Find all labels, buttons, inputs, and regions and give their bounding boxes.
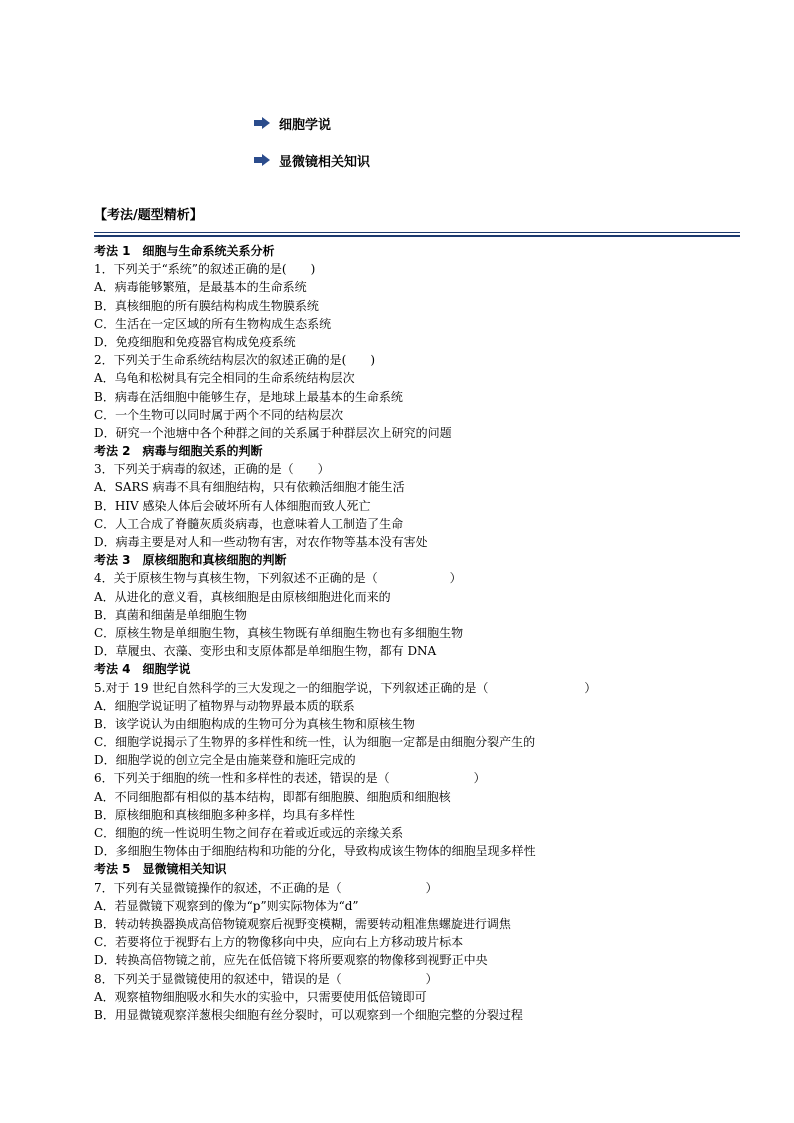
question-line: A．SARS 病毒不具有细胞结构，只有依赖活细胞才能生活 bbox=[94, 480, 405, 495]
question-line: 6．下列关于细胞的统一性和多样性的表述，错误的是（ ） bbox=[94, 771, 486, 786]
section-title: 【考法/题型精析】 bbox=[94, 208, 203, 223]
question-line: C．若要将位于视野右上方的物像移向中央，应向右上方移动玻片标本 bbox=[94, 935, 464, 950]
question-line: A．细胞学说证明了植物界与动物界最本质的联系 bbox=[94, 698, 355, 713]
question-line: C．细胞的统一性说明生物之间存在着或近或远的亲缘关系 bbox=[94, 826, 404, 840]
method-heading: 考法 5 显微镜相关知识 bbox=[94, 862, 227, 877]
question-line: A．不同细胞都有相似的基本结构，即都有细胞膜、细胞质和细胞核 bbox=[94, 789, 451, 804]
question-line: C．原核生物是单细胞生物，真核生物既有单细胞生物也有多细胞生物 bbox=[94, 625, 464, 640]
question-line: 2．下列关于生命系统结构层次的叙述正确的是( ) bbox=[94, 353, 376, 368]
question-line: B．转动转换器换成高倍物镜观察后视野变模糊，需要转动粗准焦螺旋进行调焦 bbox=[94, 916, 511, 931]
question-line: D．病毒主要是对人和一些动物有害，对农作物等基本没有害处 bbox=[94, 535, 428, 549]
divider bbox=[94, 232, 740, 233]
question-line: B．病毒在活细胞中能够生存，是地球上最基本的生命系统 bbox=[94, 389, 403, 404]
topic-item bbox=[254, 149, 370, 171]
method-heading: 考法 1 细胞与生命系统关系分析 bbox=[94, 244, 275, 258]
question-line: D．研究一个池塘中各个种群之间的关系属于种群层次上研究的问题 bbox=[94, 425, 452, 440]
question-line: D．多细胞生物体由于细胞结构和功能的分化，导致构成该生物体的细胞呈现多样性 bbox=[94, 844, 536, 859]
question-line: B．用显微镜观察洋葱根尖细胞有丝分裂时，可以观察到一个细胞完整的分裂过程 bbox=[94, 1007, 523, 1022]
question-line: D．细胞学说的创立完全是由施莱登和施旺完成的 bbox=[94, 753, 356, 768]
arrow-right-icon bbox=[254, 117, 270, 129]
arrow-right-icon bbox=[254, 154, 270, 166]
question-line: C．生活在一定区域的所有生物构成生态系统 bbox=[94, 316, 332, 331]
question-line: 7．下列有关显微镜操作的叙述，不正确的是（ ） bbox=[94, 880, 438, 895]
question-line: A．从进化的意义看，真核细胞是由原核细胞进化而来的 bbox=[94, 589, 391, 604]
question-line: C．细胞学说揭示了生物界的多样性和统一性，认为细胞一定都是由细胞分裂产生的 bbox=[94, 735, 536, 750]
method-heading: 考法 2 病毒与细胞关系的判断 bbox=[94, 444, 263, 459]
topic-label: 显微镜相关知识 bbox=[279, 154, 371, 170]
question-line: B．HIV 感染人体后会破坏所有人体细胞而致人死亡 bbox=[94, 498, 371, 513]
question-line: 1．下列关于“系统”的叙述正确的是( ) bbox=[94, 262, 316, 277]
question-line: B．真核细胞的所有膜结构构成生物膜系统 bbox=[94, 298, 319, 313]
question-line: A．若显微镜下观察到的像为“p”则实际物体为“d” bbox=[94, 898, 359, 913]
question-list bbox=[94, 242, 744, 1024]
divider bbox=[94, 235, 740, 237]
question-line: A．病毒能够繁殖，是最基本的生命系统 bbox=[94, 280, 307, 295]
question-line: 4．关于原核生物与真核生物，下列叙述不正确的是（ ） bbox=[94, 571, 462, 586]
method-heading: 考法 3 原核细胞和真核细胞的判断 bbox=[94, 553, 287, 568]
method-heading: 考法 4 细胞学说 bbox=[94, 662, 191, 677]
question-line: B．该学说认为由细胞构成的生物可分为真核生物和原核生物 bbox=[94, 716, 415, 731]
topic-list bbox=[254, 112, 370, 186]
question-line: B．真菌和细菌是单细胞生物 bbox=[94, 607, 247, 622]
question-line: D．转换高倍物镜之前，应先在低倍镜下将所要观察的物像移到视野正中央 bbox=[94, 953, 488, 968]
question-line: A．乌龟和松树具有完全相同的生命系统结构层次 bbox=[94, 371, 355, 386]
question-line: 8．下列关于显微镜使用的叙述中，错误的是（ ） bbox=[94, 971, 438, 986]
question-line: A．观察植物细胞吸水和失水的实验中，只需要使用低倍镜即可 bbox=[94, 989, 427, 1004]
question-line: D．草履虫、衣藻、变形虫和支原体都是单细胞生物，都有 DNA bbox=[94, 644, 437, 659]
question-line: 3．下列关于病毒的叙述，正确的是（ ） bbox=[94, 462, 330, 477]
question-line: C．人工合成了脊髓灰质炎病毒，也意味着人工制造了生命 bbox=[94, 516, 404, 531]
question-line: 5.对于 19 世纪自然科学的三大发现之一的细胞学说，下列叙述正确的是（ ） bbox=[94, 680, 597, 695]
question-line: B．原核细胞和真核细胞多种多样，均具有多样性 bbox=[94, 807, 355, 822]
question-line: C．一个生物可以同时属于两个不同的结构层次 bbox=[94, 407, 344, 422]
topic-label: 细胞学说 bbox=[279, 117, 332, 133]
question-line: D．免疫细胞和免疫器官构成免疫系统 bbox=[94, 334, 296, 349]
topic-item bbox=[254, 112, 370, 134]
